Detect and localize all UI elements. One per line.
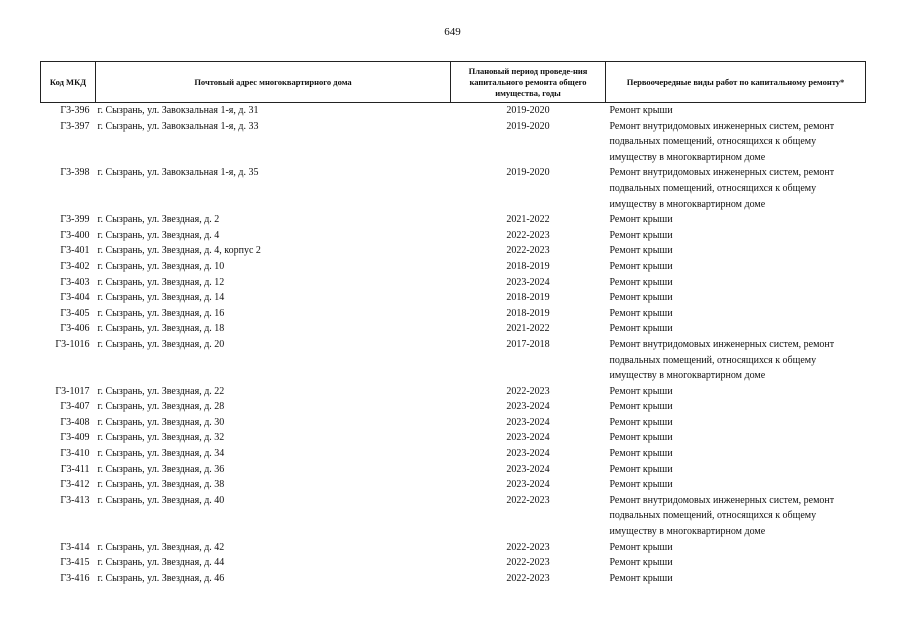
table-row xyxy=(41,275,866,291)
cell-years: 2023-2024 xyxy=(506,432,550,444)
cell-works: Ремонт крыши xyxy=(609,401,673,413)
cell-address: г. Сызрань, ул. Звездная, д. 4 xyxy=(97,229,220,241)
cell-code: Г3-412 xyxy=(60,479,90,491)
cell-years: 2023-2024 xyxy=(506,276,550,288)
table-row xyxy=(41,337,866,384)
cell-code: Г3-413 xyxy=(60,494,90,506)
cell-years: 2022-2023 xyxy=(506,541,550,553)
cell-code: Г3-408 xyxy=(60,416,90,428)
table-row xyxy=(41,555,866,571)
cell-works: Ремонт крыши xyxy=(609,292,673,304)
cell-address: г. Сызрань, ул. Звездная, д. 2 xyxy=(97,214,220,226)
cell-years: 2019-2020 xyxy=(506,105,550,116)
cell-years: 2017-2018 xyxy=(506,338,550,350)
cell-works: Ремонт крыши xyxy=(609,245,673,257)
cell-years: 2021-2022 xyxy=(506,323,550,335)
cell-works: Ремонт внутридомовых инженерных систем, ремонт подвальных помещений, относящихся к общему имуществу в многоквартирном доме xyxy=(609,338,835,382)
cell-works: Ремонт крыши xyxy=(609,307,673,319)
cell-works: Ремонт крыши xyxy=(609,385,673,397)
cell-code: Г3-414 xyxy=(60,541,90,553)
cell-address: г. Сызрань, ул. Звездная, д. 28 xyxy=(97,401,225,413)
cell-works: Ремонт крыши xyxy=(609,214,673,226)
cell-years: 2019-2020 xyxy=(506,120,550,132)
cell-address: г. Сызрань, ул. Звездная, д. 10 xyxy=(97,260,225,272)
table-row xyxy=(41,165,866,212)
cell-code: Г3-409 xyxy=(60,432,90,444)
cell-address: г. Сызрань, ул. Звездная, д. 40 xyxy=(97,494,225,506)
cell-works: Ремонт крыши xyxy=(609,416,673,428)
table-row xyxy=(41,430,866,446)
cell-code: Г3-404 xyxy=(60,292,90,304)
cell-address: г. Сызрань, ул. Завокзальная 1-я, д. 35 xyxy=(97,167,259,179)
table-row xyxy=(41,415,866,431)
header-address: Почтовый адрес многоквартирного дома xyxy=(96,62,451,103)
cell-address: г. Сызрань, ул. Звездная, д. 22 xyxy=(97,385,225,397)
cell-code: Г3-405 xyxy=(60,307,90,319)
table-row xyxy=(41,462,866,478)
cell-years: 2023-2024 xyxy=(506,401,550,413)
table-row xyxy=(41,399,866,415)
table-row xyxy=(41,212,866,228)
cell-works: Ремонт крыши xyxy=(609,105,673,116)
header-works: Первоочередные виды работ по капитальному ремонту* xyxy=(606,62,866,103)
table-row xyxy=(41,446,866,462)
cell-code: Г3-402 xyxy=(60,260,90,272)
cell-years: 2018-2019 xyxy=(506,292,550,304)
header-row xyxy=(41,62,866,103)
cell-code: Г3-416 xyxy=(60,572,90,584)
cell-address: г. Сызрань, ул. Звездная, д. 34 xyxy=(97,448,225,460)
cell-years: 2022-2023 xyxy=(506,572,550,584)
cell-code: Г3-411 xyxy=(60,463,90,475)
table-row xyxy=(41,243,866,259)
table-row xyxy=(41,321,866,337)
cell-works: Ремонт крыши xyxy=(609,479,673,491)
cell-code: Г3-397 xyxy=(60,120,90,132)
cell-address: г. Сызрань, ул. Звездная, д. 14 xyxy=(97,292,225,304)
page-number: 649 xyxy=(444,26,461,38)
cell-address: г. Сызрань, ул. Звездная, д. 16 xyxy=(97,307,225,319)
table-row xyxy=(41,540,866,556)
table-row xyxy=(41,477,866,493)
cell-years: 2018-2019 xyxy=(506,260,550,272)
table-row xyxy=(41,228,866,244)
table-row xyxy=(41,493,866,540)
cell-years: 2023-2024 xyxy=(506,463,550,475)
repair-schedule-table xyxy=(40,61,866,586)
cell-address: г. Сызрань, ул. Завокзальная 1-я, д. 31 xyxy=(97,105,259,116)
cell-works: Ремонт крыши xyxy=(609,260,673,272)
cell-address: г. Сызрань, ул. Звездная, д. 18 xyxy=(97,323,225,335)
cell-address: г. Сызрань, ул. Звездная, д. 42 xyxy=(97,541,225,553)
cell-years: 2021-2022 xyxy=(506,214,550,226)
cell-years: 2022-2023 xyxy=(506,229,550,241)
table-row xyxy=(41,119,866,166)
cell-code: Г3-415 xyxy=(60,557,90,569)
cell-code: Г3-398 xyxy=(60,167,90,179)
cell-years: 2022-2023 xyxy=(506,245,550,257)
cell-address: г. Сызрань, ул. Звездная, д. 36 xyxy=(97,463,225,475)
cell-years: 2019-2020 xyxy=(506,167,550,179)
cell-code: Г3-407 xyxy=(60,401,90,413)
table-row xyxy=(41,103,866,119)
cell-address: г. Сызрань, ул. Звездная, д. 30 xyxy=(97,416,225,428)
cell-works: Ремонт крыши xyxy=(609,463,673,475)
table-row xyxy=(41,571,866,587)
cell-code: Г3-1016 xyxy=(55,338,90,350)
cell-code: Г3-400 xyxy=(60,229,90,241)
cell-code: Г3-396 xyxy=(60,105,90,116)
table-row xyxy=(41,384,866,400)
cell-years: 2018-2019 xyxy=(506,307,550,319)
cell-code: Г3-406 xyxy=(60,323,90,335)
cell-works: Ремонт крыши xyxy=(609,323,673,335)
table-header xyxy=(41,62,866,103)
table-row xyxy=(41,290,866,306)
cell-years: 2023-2024 xyxy=(506,448,550,460)
cell-works: Ремонт крыши xyxy=(609,541,673,553)
cell-address: г. Сызрань, ул. Звездная, д. 4, корпус 2 xyxy=(97,245,261,257)
cell-years: 2023-2024 xyxy=(506,416,550,428)
cell-address: г. Сызрань, ул. Звездная, д. 38 xyxy=(97,479,225,491)
cell-works: Ремонт крыши xyxy=(609,276,673,288)
cell-works: Ремонт внутридомовых инженерных систем, ремонт подвальных помещений, относящихся к общему имуществу в многоквартирном доме xyxy=(609,494,835,538)
cell-years: 2022-2023 xyxy=(506,385,550,397)
cell-code: Г3-1017 xyxy=(55,385,90,397)
table-body xyxy=(41,103,866,587)
cell-works: Ремонт внутридомовых инженерных систем, ремонт подвальных помещений, относящихся к общему имуществу в многоквартирном доме xyxy=(609,120,835,163)
cell-code: Г3-401 xyxy=(60,245,90,257)
cell-years: 2022-2023 xyxy=(506,494,550,506)
cell-address: г. Сызрань, ул. Звездная, д. 32 xyxy=(97,432,225,444)
cell-code: Г3-410 xyxy=(60,448,90,460)
cell-address: г. Сызрань, ул. Звездная, д. 46 xyxy=(97,572,225,584)
header-period: Плановый период проведе-ния капитального ремонта общего имущества, годы xyxy=(451,62,606,103)
table-row xyxy=(41,306,866,322)
cell-address: г. Сызрань, ул. Звездная, д. 12 xyxy=(97,276,225,288)
cell-code: Г3-403 xyxy=(60,276,90,288)
cell-works: Ремонт крыши xyxy=(609,229,673,241)
cell-code: Г3-399 xyxy=(60,214,90,226)
cell-works: Ремонт крыши xyxy=(609,432,673,444)
table-row xyxy=(41,259,866,275)
cell-works: Ремонт крыши xyxy=(609,572,673,584)
cell-works: Ремонт внутридомовых инженерных систем, ремонт подвальных помещений, относящихся к общему имуществу в многоквартирном доме xyxy=(609,167,835,210)
cell-address: г. Сызрань, ул. Звездная, д. 20 xyxy=(97,338,225,350)
cell-years: 2023-2024 xyxy=(506,479,550,491)
cell-address: г. Сызрань, ул. Завокзальная 1-я, д. 33 xyxy=(97,120,259,132)
cell-years: 2022-2023 xyxy=(506,557,550,569)
cell-works: Ремонт крыши xyxy=(609,557,673,569)
header-code: Код МКД xyxy=(41,62,96,103)
cell-works: Ремонт крыши xyxy=(609,448,673,460)
cell-address: г. Сызрань, ул. Звездная, д. 44 xyxy=(97,557,225,569)
